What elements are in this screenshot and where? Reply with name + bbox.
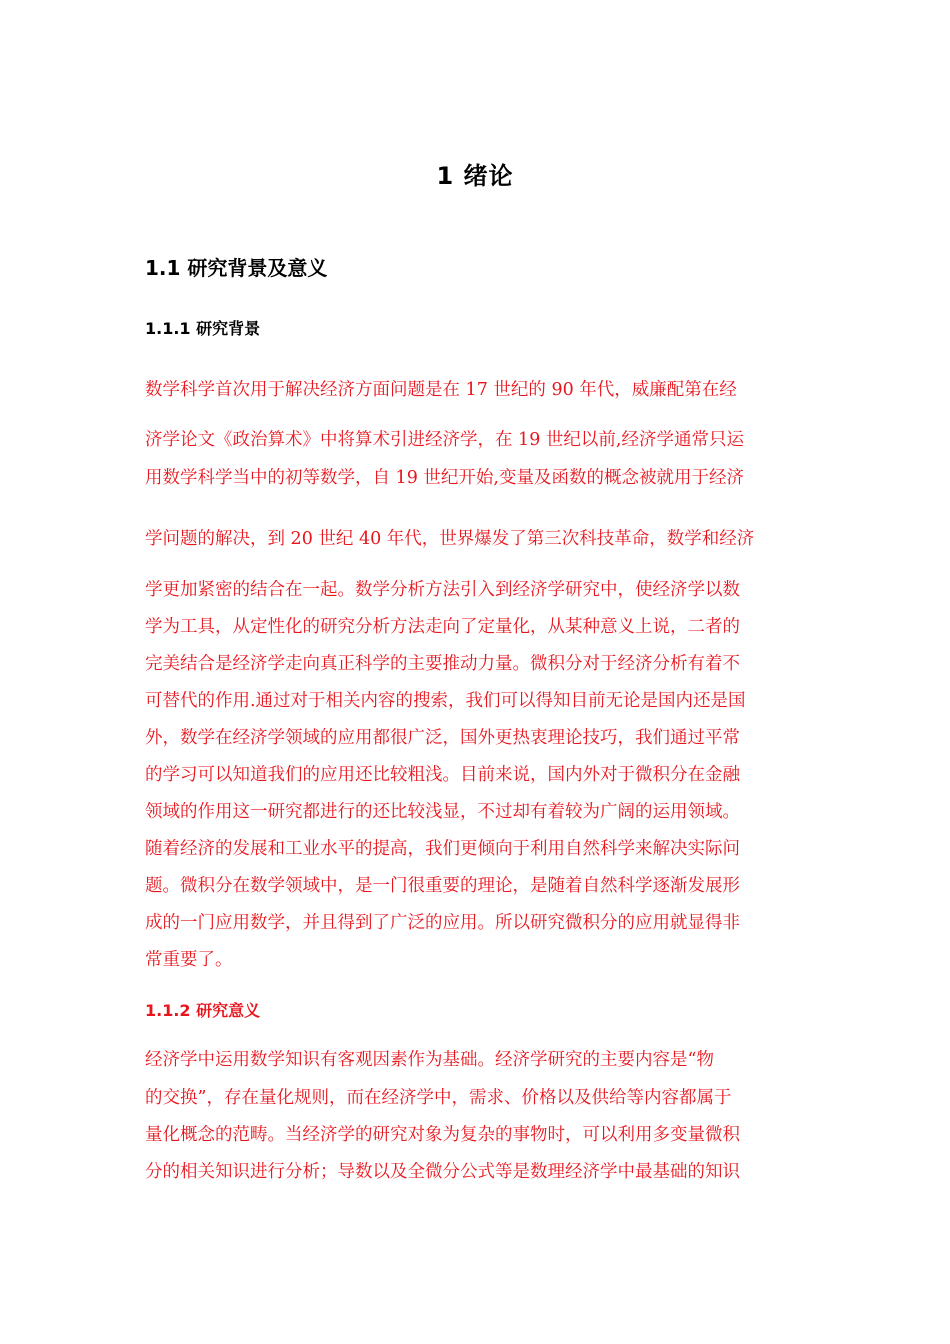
paragraph-line: 数学科学首次用于解决经济方面问题是在 17 世纪的 90 年代，威廉配第在经 xyxy=(145,380,737,400)
paragraph-line: 成的一门应用数学，并且得到了广泛的应用。所以研究微积分的应用就显得非 xyxy=(145,913,740,933)
paragraph-line: 学为工具，从定性化的研究分析方法走向了定量化，从某种意义上说，二者的 xyxy=(145,617,740,637)
paragraph-line: 外，数学在经济学领域的应用都很广泛，国外更热衷理论技巧，我们通过平常 xyxy=(145,728,740,748)
subsection-heading-significance: 1.1.2 研究意义 xyxy=(145,1001,261,1020)
paragraph-line: 的学习可以知道我们的应用还比较粗浅。目前来说，国内外对于微积分在金融 xyxy=(145,765,740,785)
paragraph-line: 学更加紧密的结合在一起。数学分析方法引入到经济学研究中，使经济学以数 xyxy=(145,580,740,600)
paragraph-line: 领域的作用这一研究都进行的还比较浅显，不过却有着较为广阔的运用领域。 xyxy=(145,802,740,822)
paragraph-line: 量化概念的范畴。当经济学的研究对象为复杂的事物时，可以利用多变量微积 xyxy=(145,1125,740,1145)
paragraph-line: 题。微积分在数学领域中，是一门很重要的理论，是随着自然科学逐渐发展形 xyxy=(145,876,740,896)
section-heading: 1.1 研究背景及意义 xyxy=(145,256,328,280)
paragraph-line: 济学论文《政治算术》中将算术引进经济学，在 19 世纪以前,经济学通常只运 xyxy=(145,430,744,450)
paragraph-line: 学问题的解决，到 20 世纪 40 年代，世界爆发了第三次科技革命，数学和经济 xyxy=(145,529,755,549)
paragraph-line: 常重要了。 xyxy=(145,950,233,970)
chapter-title: 1 绪论 xyxy=(436,162,514,190)
paragraph-line: 可替代的作用.通过对于相关内容的搜索，我们可以得知目前无论是国内还是国 xyxy=(145,691,746,711)
subsection-heading-background: 1.1.1 研究背景 xyxy=(145,319,261,338)
paragraph-line: 完美结合是经济学走向真正科学的主要推动力量。微积分对于经济分析有着不 xyxy=(145,654,740,674)
paragraph-line: 的交换”，存在量化规则，而在经济学中，需求、价格以及供给等内容都属于 xyxy=(145,1088,732,1108)
paragraph-line: 随着经济的发展和工业水平的提高，我们更倾向于利用自然科学来解决实际问 xyxy=(145,839,740,859)
paragraph-line: 经济学中运用数学知识有客观因素作为基础。经济学研究的主要内容是“物 xyxy=(145,1050,714,1070)
paragraph-line: 用数学科学当中的初等数学，自 19 世纪开始,变量及函数的概念被就用于经济 xyxy=(145,468,744,488)
paragraph-line: 分的相关知识进行分析；导数以及全微分公式等是数理经济学中最基础的知识 xyxy=(145,1162,740,1182)
